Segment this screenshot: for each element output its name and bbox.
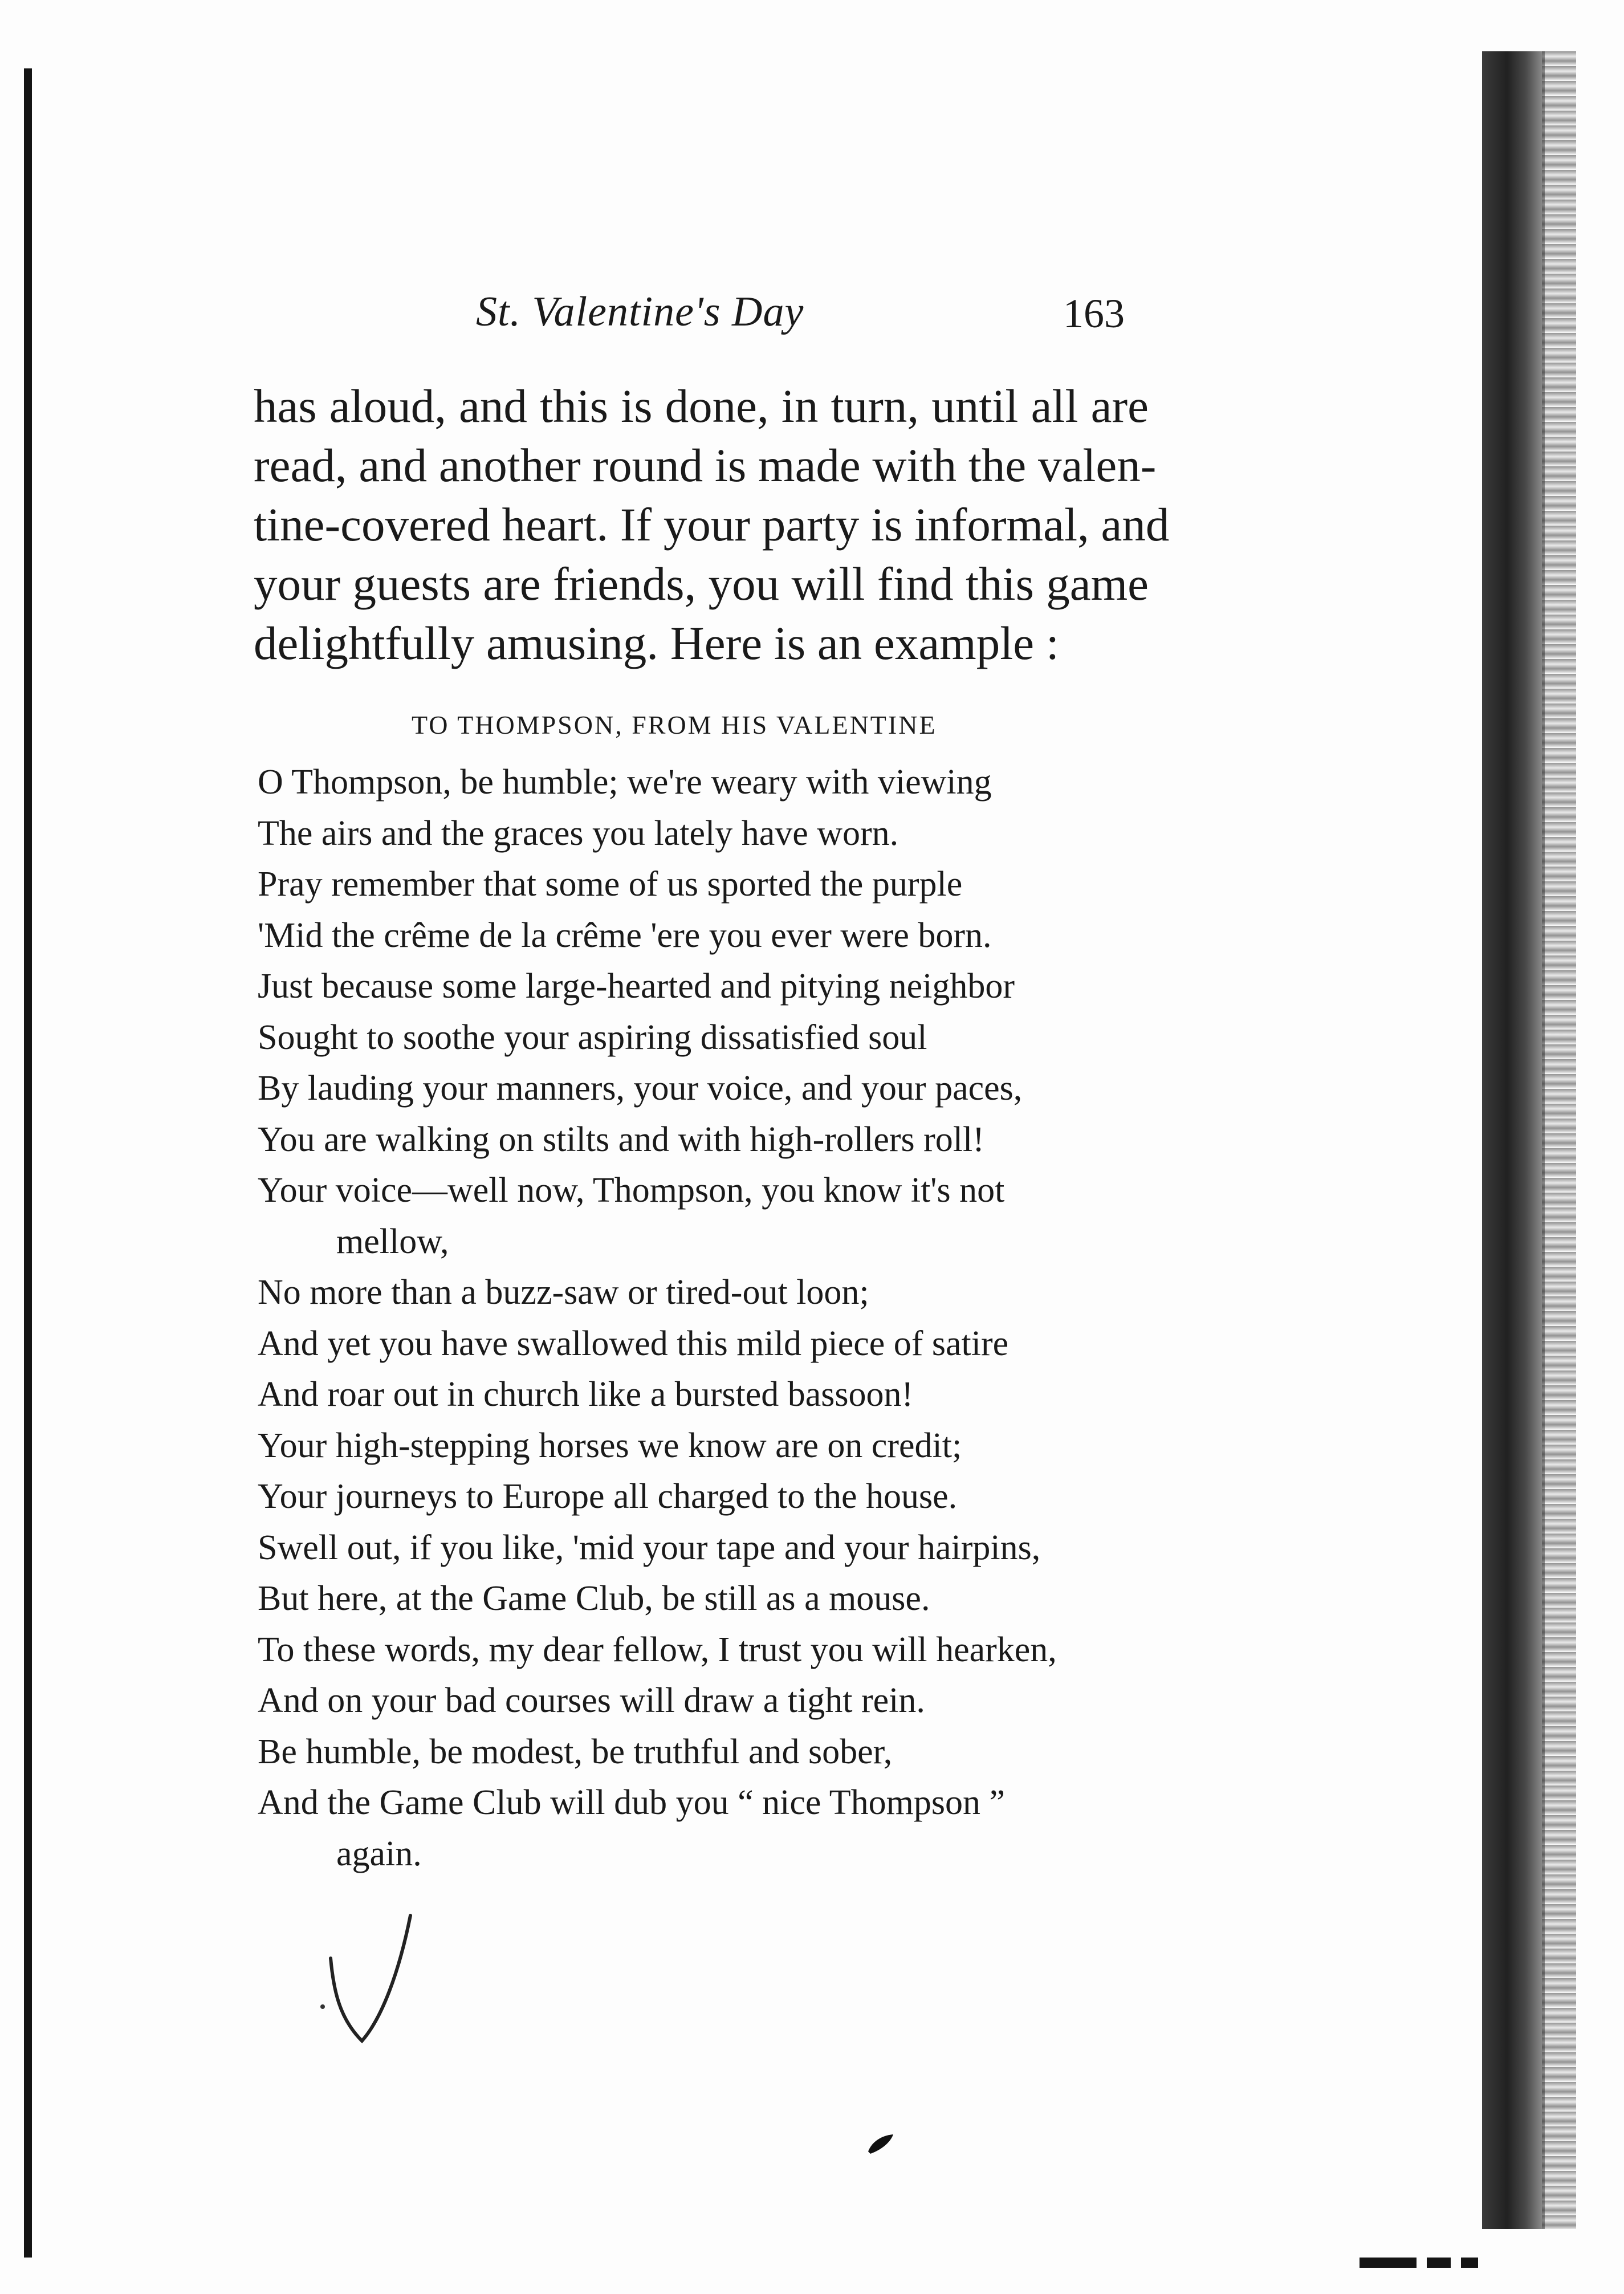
pencil-check-mark [319, 1904, 422, 2052]
scan-left-edge [24, 68, 32, 2258]
poem-line: Swell out, if you like, 'mid your tape and your hairpins, [258, 1528, 1041, 1567]
prose-line: has aloud, and this is done, in turn, until all are [254, 380, 1149, 432]
page-number: 163 [1063, 291, 1125, 336]
poem-line: Your high-stepping horses we know are on credit; [258, 1426, 962, 1465]
prose-line: delightfully amusing. Here is an example : [254, 617, 1059, 669]
poem-line: Just because some large-hearted and pitying neighbor [258, 967, 1015, 1006]
scan-right-gutter [1482, 51, 1545, 2229]
ink-blot-mark [864, 2132, 898, 2155]
poem-line: To these words, my dear fellow, I trust you will hearken, [258, 1630, 1057, 1669]
poem-line: Sought to soothe your aspiring dissatisfied soul [258, 1018, 927, 1057]
poem-line: And on your bad courses will draw a tight rein. [258, 1681, 925, 1720]
poem [258, 757, 1181, 1880]
running-head [0, 288, 1624, 351]
poem-line: O Thompson, be humble; we're weary with viewing [258, 763, 992, 802]
poem-line: Be humble, be modest, be truthful and sober, [258, 1732, 893, 1771]
prose-line: read, and another round is made with the valen- [254, 439, 1157, 491]
poem-title: TO THOMPSON, FROM HIS VALENTINE [412, 710, 937, 739]
poem-line: again. [336, 1834, 422, 1873]
prose-paragraph [254, 376, 1170, 673]
poem-line: But here, at the Game Club, be still as a mouse. [258, 1579, 930, 1618]
scan-bottom-marks [1360, 2258, 1508, 2270]
poem-line: 'Mid the crême de la crême 'ere you ever were born. [258, 916, 992, 955]
poem-line: mellow, [336, 1222, 449, 1261]
poem-line: The airs and the graces you lately have worn. [258, 814, 899, 853]
poem-line: And yet you have swallowed this mild piece of satire [258, 1324, 1009, 1363]
prose-line: your guests are friends, you will find this game [254, 558, 1149, 610]
poem-line: Your voice—well now, Thompson, you know it's not [258, 1171, 1005, 1210]
poem-line: And roar out in church like a bursted bassoon! [258, 1375, 914, 1414]
scan-right-gutter-texture [1542, 51, 1576, 2229]
poem-line: No more than a buzz-saw or tired-out loon; [258, 1273, 869, 1312]
poem-line: Pray remember that some of us sported the purple [258, 865, 963, 904]
poem-line: You are walking on stilts and with high-rollers roll! [258, 1120, 984, 1159]
poem-line: And the Game Club will dub you “ nice Thompson ” [258, 1783, 1005, 1822]
running-head-title: St. Valentine's Day [476, 288, 804, 335]
poem-line: Your journeys to Europe all charged to the house. [258, 1477, 958, 1516]
prose-line: tine-covered heart. If your party is informal, and [254, 498, 1170, 551]
poem-line: By lauding your manners, your voice, and your paces, [258, 1069, 1023, 1108]
